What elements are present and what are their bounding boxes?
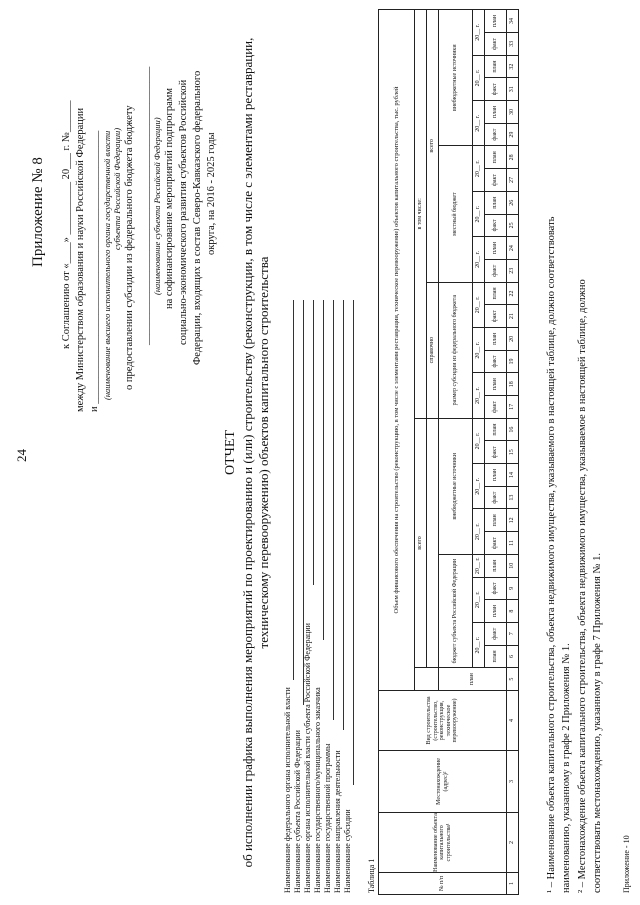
plan-cell: план [485, 418, 507, 441]
agreement-line-4: о предоставлении субсидии из федерального бюджета бюджету [124, 105, 135, 390]
column-number: 13 [507, 486, 519, 509]
plan-cell: план [485, 10, 507, 33]
header-num: № п/п [379, 873, 507, 895]
header-offbudget: внебюджетные источники [439, 418, 473, 554]
column-number: 3 [507, 751, 519, 813]
footnote-1-line-1: ¹ – Наименование объекта капитального строительства, объекта недвижимого имущества, указываемого в настоящей таблице, должно соответствовать [546, 216, 557, 893]
agreement-line-9: округа, на 2016 - 2025 годы [206, 132, 217, 255]
year-cell: 20__ г. [473, 55, 485, 100]
column-number: 17 [507, 396, 519, 419]
page-number: 24 [14, 449, 29, 462]
report-title-line-2: техническому перевооружению) объектов капитального строительства [256, 256, 271, 649]
column-number: 15 [507, 441, 519, 464]
column-number: 25 [507, 214, 519, 237]
year-cell: 20__ г. [473, 622, 485, 667]
fact-cell: факт [485, 259, 507, 282]
column-number: 12 [507, 509, 519, 532]
column-number: 23 [507, 259, 519, 282]
column-number: 30 [507, 101, 519, 124]
column-number: 7 [507, 622, 519, 645]
agreement-line-6: на софинансирование мероприятий подпрограмм [164, 87, 175, 309]
fact-cell: факт [485, 33, 507, 56]
fact-cell: факт [485, 486, 507, 509]
column-number: 2 [507, 813, 519, 873]
column-number: 5 [507, 668, 519, 691]
fact-cell: факт [485, 214, 507, 237]
column-number-row [507, 10, 519, 895]
plan-cell: план [485, 645, 507, 668]
fact-cell: факт [485, 78, 507, 101]
year-cell: 20__ г. [473, 146, 485, 191]
column-number: 34 [507, 10, 519, 33]
agreement-line-1: к Соглашению от «____» __________ 20___ г. №______ [61, 100, 72, 349]
header-local-budget: местный бюджет [439, 146, 473, 282]
field-customer: Наименование государственного/муниципального заказчика [313, 687, 322, 893]
column-number: 4 [507, 691, 519, 751]
agreement-note-2: субъекта Российской Федерации) [112, 127, 122, 250]
field-direction: Наименование направления деятельности [333, 750, 342, 893]
column-number: 16 [507, 418, 519, 441]
column-number: 1 [507, 873, 519, 895]
header-plan-col5: план [439, 668, 507, 691]
fact-cell: факт [485, 396, 507, 419]
footnote-2-line-2: соответствовать местонахождению, указанному в графе 7 Приложения № 1. [592, 552, 603, 893]
column-number: 27 [507, 169, 519, 192]
appendix-title: Приложение № 8 [30, 157, 46, 267]
plan-cell: план [485, 373, 507, 396]
year-cell: 20__ г. [473, 464, 485, 509]
column-number: 20 [507, 328, 519, 351]
report-title-line-1: об исполнении графика выполнения мероприятий по проектированию и (или) строительству (реконструкции, в том числе с элементами реставрации, [240, 37, 255, 868]
footnote-2-line-1: ² – Местонахождение объекта капитального строительства, объекта недвижимого имущества, указываемое в настоящей таблице, должно [577, 279, 588, 893]
column-number: 8 [507, 600, 519, 623]
plan-cell: план [485, 191, 507, 214]
column-number: 33 [507, 33, 519, 56]
header-region-total: всего [415, 418, 427, 668]
plan-cell: план [485, 600, 507, 623]
year-cell: 20__ г. [473, 10, 485, 56]
fact-cell: факт [485, 622, 507, 645]
fact-cell: факт [485, 577, 507, 600]
header-reference: справочно [427, 282, 439, 418]
report-heading: ОТЧЕТ [223, 430, 238, 475]
column-number: 21 [507, 305, 519, 328]
column-number: 14 [507, 464, 519, 487]
agreement-line-3: и ____________________________________________________ [89, 130, 100, 412]
plan-cell: план [485, 509, 507, 532]
plan-cell: план [485, 55, 507, 78]
fact-cell: факт [485, 123, 507, 146]
header-region-budget: бюджет субъекта Российской Федерации [439, 554, 473, 667]
table-label: Таблица 1 [367, 858, 376, 893]
header-empty [415, 668, 439, 691]
field-region: Наименование субъекта Российской Федерации [293, 730, 302, 893]
header-object-name: Наименование объекта капитального строительства¹ [379, 813, 507, 873]
column-number: 9 [507, 577, 519, 600]
year-cell: 20__ г. [473, 101, 485, 146]
column-number: 24 [507, 237, 519, 260]
plan-cell: план [485, 146, 507, 169]
header-volume: Объем финансового обеспечения на строительство (реконструкцию, в том числе с элементами реставрации, техническое перевооружение) объектов капитального строительства, тыс. рублей [379, 10, 415, 691]
agreement-line-7: социально-экономического развития субъектов Российской [178, 79, 189, 345]
header-construction-type: Вид строительства (строительство, реконструкция, техническое перевооружение) [379, 691, 507, 751]
column-number: 29 [507, 123, 519, 146]
year-cell: 20__ г. [473, 577, 485, 622]
footnote-1-line-2: наименованию, указанному в графе 2 Приложения № 1. [561, 643, 572, 893]
header-blank [427, 418, 439, 668]
column-number: 10 [507, 554, 519, 577]
plan-cell: план [485, 328, 507, 351]
year-cell: 20__ г. [473, 191, 485, 236]
field-program: Наименование государственной программы [323, 743, 332, 893]
field-federal-body: Наименование федерального органа исполнительной власти [283, 687, 292, 893]
header-offbudget-2: внебюджетные источники [439, 10, 473, 147]
field-region-body: Наименование органа исполнительной власти субъекта Российской Федерации [303, 623, 312, 893]
agreement-line-8: Федерации, входящих в состав Северо-Кавказского федерального [192, 70, 203, 365]
header-including: в том числе: [415, 10, 427, 419]
column-number: 22 [507, 282, 519, 305]
year-cell: 20__ г. [473, 282, 485, 327]
header-all: всего [427, 10, 439, 283]
fact-cell: факт [485, 169, 507, 192]
field-subsidy: Наименование субсидии [343, 809, 352, 893]
plan-cell: план [485, 237, 507, 260]
column-number: 19 [507, 350, 519, 373]
plan-cell: план [485, 282, 507, 305]
fact-cell: факт [485, 305, 507, 328]
agreement-line-5: _____________________________________________________ [140, 66, 151, 345]
plan-cell: план [485, 101, 507, 124]
plan-cell: план [485, 464, 507, 487]
agreement-line-2: между Министерством образования и науки Российской Федерации [75, 107, 86, 412]
column-number: 26 [507, 191, 519, 214]
page-footer: Приложение - 10 [622, 835, 631, 893]
year-cell: 20__ г. [473, 418, 485, 463]
report-table [378, 9, 519, 895]
fact-cell: факт [485, 532, 507, 555]
column-number: 6 [507, 645, 519, 668]
header-location: Местонахождение (адрес)² [379, 751, 507, 813]
year-cell: 20__ г. [473, 373, 485, 418]
year-cell: 20__ г. [473, 328, 485, 373]
plan-cell: план [485, 554, 507, 577]
column-number: 18 [507, 373, 519, 396]
year-cell: 20__ г. [473, 237, 485, 282]
year-cell: 20__ г. [473, 509, 485, 554]
column-number: 32 [507, 55, 519, 78]
agreement-note-1: (наименование высшего исполнительного органа государственной власти [102, 130, 112, 400]
column-number: 28 [507, 146, 519, 169]
fact-cell: факт [485, 441, 507, 464]
column-number: 31 [507, 78, 519, 101]
header-federal-subsidy: размер субсидии из федерального бюджета [439, 282, 473, 418]
column-number: 11 [507, 532, 519, 555]
fact-cell: факт [485, 350, 507, 373]
agreement-note-3: (наименование субъекта Российской Федерации) [152, 117, 162, 295]
year-cell: 20__ г. [473, 554, 485, 577]
